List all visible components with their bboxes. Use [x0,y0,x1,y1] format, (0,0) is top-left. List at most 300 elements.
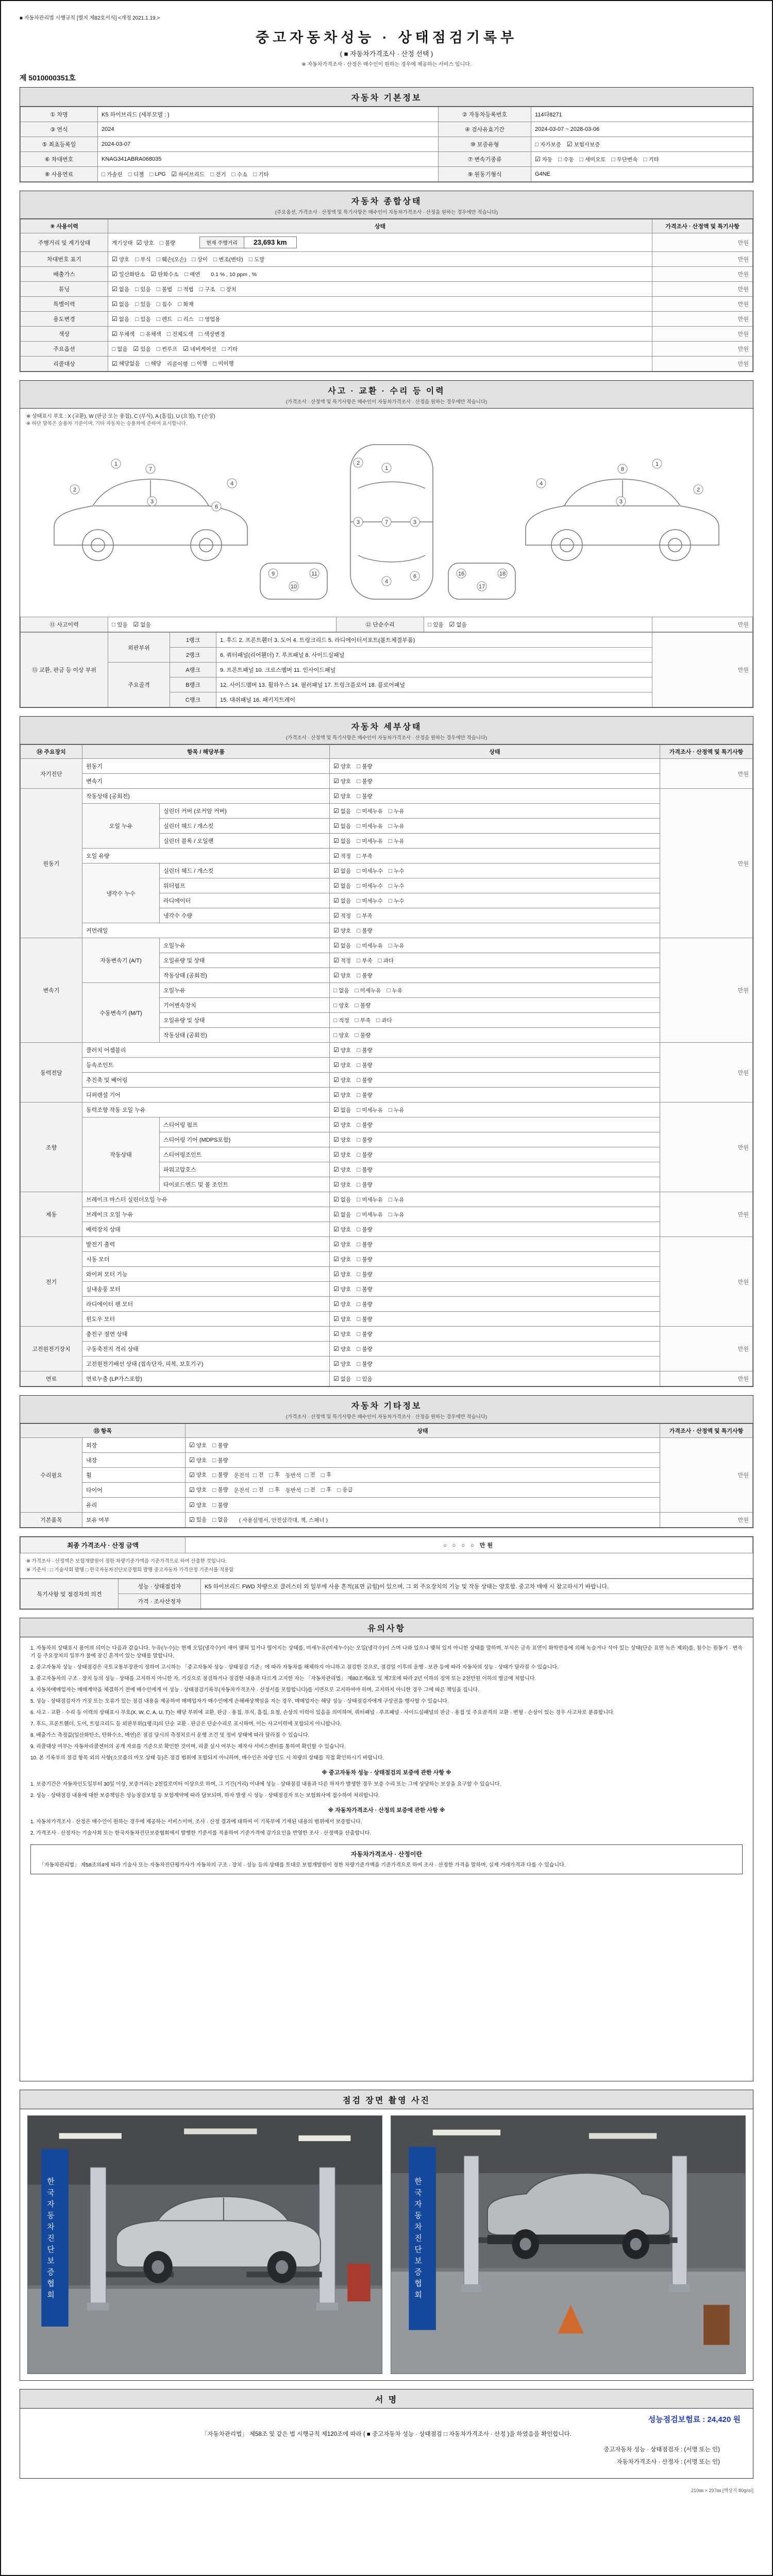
checkbox-option[interactable] [389,882,405,890]
device-item-label: 발전기 출력 [82,1237,330,1252]
checkbox-option[interactable] [137,239,154,247]
checkbox-icon: ☑ [333,1076,339,1083]
checkbox-option[interactable] [112,360,140,367]
checkbox-option[interactable] [192,256,208,263]
option-group-label: 운전석 [233,1487,250,1494]
checkbox-icon: □ [357,777,361,785]
checkbox-option[interactable] [321,1471,331,1479]
checkbox-label: 기타 [648,156,659,163]
checkbox-option[interactable] [333,867,351,875]
final-note-line: ※ 가격조사 · 산정액은 보험개발원이 정한 차량기준가액을 기준가격으로 하여 산출한 것입니다. [26,1558,227,1564]
checkbox-option[interactable] [333,1061,351,1069]
checkbox-icon: □ [184,270,189,278]
checkbox-option[interactable] [357,1360,373,1368]
checkbox-option[interactable] [178,300,194,308]
checkbox-icon: ☑ [112,330,117,337]
state-cell [330,1282,660,1297]
checkbox-label: 장치 [226,286,237,293]
checkbox-option[interactable] [149,171,165,178]
checkbox-icon: □ [337,1486,341,1494]
checkbox-label: 미세누수 [362,897,383,904]
checkbox-option[interactable] [357,1285,373,1293]
checkbox-icon: □ [355,1002,359,1009]
checkbox-option[interactable] [333,792,351,800]
checkbox-option[interactable] [357,1270,373,1278]
checkbox-icon: □ [231,171,236,178]
checkbox-option[interactable] [112,285,129,293]
checkbox-option[interactable] [357,897,383,905]
checkbox-option[interactable] [357,882,383,890]
state-cell [108,233,652,252]
device-item-label: 브레이크 오일 누유 [82,1207,330,1222]
checkbox-icon: □ [156,285,160,293]
checkbox-option[interactable] [157,285,173,293]
checkbox-option[interactable] [389,1106,405,1114]
svg-text:2: 2 [696,487,700,493]
association-banner-text: 한국자동차진단보증협회 [46,2177,55,2302]
table-row [21,1579,753,1594]
checkbox-option[interactable] [112,315,129,323]
checkbox-option[interactable] [157,315,173,323]
checkbox-option[interactable] [357,1091,373,1099]
checkbox-option[interactable] [355,987,381,994]
checkbox-option[interactable] [333,987,349,994]
checkbox-option[interactable] [333,1196,351,1204]
checkbox-label: 양호 [340,1047,351,1054]
checkbox-option[interactable] [333,1360,351,1368]
checkbox-icon: □ [388,882,393,889]
checkbox-option[interactable] [253,1471,263,1479]
section-notices-header [20,1618,753,1637]
checkbox-option[interactable] [357,807,383,815]
checkbox-option[interactable] [135,285,151,293]
checkbox-option[interactable] [305,1486,315,1494]
state-cell [330,923,660,938]
checkbox-option[interactable] [212,1486,228,1494]
price-cell: 만원 [660,1043,753,1103]
checkbox-option[interactable] [133,345,151,353]
checkbox-option[interactable] [357,762,373,770]
checkbox-option[interactable] [357,1121,373,1129]
checkbox-option[interactable] [189,1471,207,1479]
checkbox-option[interactable] [357,1151,373,1159]
checkbox-option[interactable] [112,330,135,338]
checkbox-option[interactable] [378,957,394,964]
checkbox-option[interactable] [357,852,373,860]
notices-body [20,1637,753,1883]
checkbox-option[interactable] [535,141,561,148]
checkbox-option[interactable] [269,1486,279,1494]
checkbox-option[interactable] [333,777,351,785]
checkbox-option[interactable] [611,156,637,163]
checkbox-option[interactable] [145,360,161,367]
checkbox-label: 없음 [119,316,130,323]
checkbox-label: 전 [258,1472,264,1479]
checkbox-option[interactable] [333,897,351,905]
checkbox-label: 양호 [339,1032,349,1039]
checkbox-option[interactable] [333,1285,351,1293]
checkbox-option[interactable] [189,1516,207,1523]
checkbox-label: 누수 [394,883,405,889]
state-cell [330,1327,660,1342]
svg-text:10: 10 [290,584,297,590]
checkbox-icon: ☑ [333,1270,339,1278]
checkbox-label: 양호 [340,1256,351,1263]
checkbox-option[interactable] [333,1016,349,1024]
state-cell [330,1312,660,1327]
checkbox-option[interactable] [333,1166,351,1174]
device-group-label: 기본품목 [21,1513,82,1528]
checkbox-label: 양호 [340,1062,351,1069]
checkbox-option[interactable] [357,822,383,830]
price-cell: 만원 [652,617,753,632]
checkbox-option[interactable] [112,300,129,308]
checkbox-label: 누수 [394,897,405,904]
checkbox-option[interactable] [333,1181,351,1189]
checkbox-option[interactable] [389,837,405,845]
checkbox-option[interactable] [357,837,383,845]
device-row [21,774,753,789]
checkbox-icon: □ [388,837,393,844]
checkbox-option[interactable] [449,621,467,629]
checkbox-option[interactable] [333,1076,351,1084]
checkbox-option[interactable] [135,300,151,308]
checkbox-option[interactable] [357,792,373,800]
checkbox-option[interactable] [253,171,269,178]
checkbox-option[interactable] [333,927,351,935]
checkbox-option[interactable] [357,1106,383,1114]
state-cell [108,282,652,297]
checkbox-option[interactable] [232,171,248,178]
checkbox-option[interactable] [357,1226,373,1233]
checkbox-icon: ☑ [333,822,339,829]
checkbox-option[interactable] [389,867,405,875]
checkbox-label: 불량 [362,1077,373,1083]
checkbox-option[interactable] [189,1456,207,1464]
checkbox-option[interactable] [355,1002,371,1009]
checkbox-label: 없음 [140,621,151,628]
checkbox-option[interactable] [212,1442,228,1449]
checkbox-option[interactable] [333,957,351,964]
checkbox-label: 리스 [183,316,194,323]
checkbox-option[interactable] [157,345,178,353]
checkbox-icon: □ [156,256,160,263]
checkbox-option[interactable] [580,156,606,163]
checkbox-option[interactable] [199,330,225,338]
device-item-label: 추진축 및 베어링 [82,1073,330,1088]
checkbox-option[interactable] [321,1486,331,1494]
checkbox-option[interactable] [357,912,373,920]
checkbox-option[interactable] [567,141,600,148]
checkbox-option[interactable] [199,285,215,293]
appraisal-subsection-title: ※ 자동차가격조사 · 산정의 보증에 관한 사항 ※ [328,1807,445,1814]
checkbox-option[interactable] [212,1456,228,1464]
checkbox-option[interactable] [558,156,574,163]
checkbox-option[interactable] [535,156,552,163]
state-cell [330,1103,660,1117]
table-row [21,617,753,632]
checkbox-option[interactable] [135,256,151,263]
checkbox-option[interactable] [337,1486,353,1494]
checkbox-label: 양호 [340,1166,351,1173]
checkbox-option[interactable] [333,1270,351,1278]
device-row [21,1043,753,1058]
checkbox-option[interactable] [189,1486,207,1494]
inspector-opinion-table [20,1579,753,1609]
device-subgroup-label: 오일 누유 [82,804,160,849]
checkbox-option[interactable] [357,1315,373,1323]
checkbox-option[interactable] [183,345,216,353]
checkbox-option[interactable] [140,330,161,338]
checkbox-option[interactable] [357,942,383,950]
checkbox-icon: □ [212,1501,216,1509]
checkbox-option[interactable] [357,927,373,935]
checkbox-option[interactable] [199,315,221,323]
checkbox-option[interactable] [355,1016,371,1024]
notice-item: 1. 자동차가격조사 · 산정은 매수인이 원하는 경우에 제공하는 서비스이며, 조사 · 산정 결과에 대하여 이 기록부에 기재된 내용의 범위에서 보증합니다. [30,1819,362,1825]
checkbox-option[interactable] [212,1501,228,1509]
device-row [21,1483,753,1498]
checkbox-option[interactable] [357,1181,373,1189]
table-header-row [21,1424,753,1438]
checkbox-option[interactable] [128,171,144,178]
device-row [21,1267,753,1282]
device-row [21,1312,753,1327]
checkbox-option[interactable] [355,1031,371,1039]
checkbox-icon: ☑ [136,239,142,246]
checkbox-option[interactable] [305,1471,315,1479]
checkbox-icon: □ [140,330,144,337]
inspection-period-value: 2024-03-07 ~ 2028-03-06 [531,122,753,137]
section-photos-title: 점검 장면 촬영 사진 [343,2096,430,2105]
checkbox-option[interactable] [157,256,187,263]
checkbox-icon: ☑ [171,171,177,178]
checkbox-option[interactable] [389,822,405,830]
checkbox-option[interactable] [178,285,194,293]
device-row [21,1357,753,1371]
checkbox-option[interactable] [184,270,200,278]
checkbox-option[interactable] [389,1196,405,1204]
checkbox-option[interactable] [333,837,351,845]
checkbox-label: 미세누유 [362,1211,383,1218]
checkbox-label: 불량 [362,927,373,934]
checkbox-option[interactable] [333,762,351,770]
odometer-label: 현재 주행거리 [200,237,244,248]
notices-list [30,1645,743,1762]
checkbox-option[interactable] [357,1330,373,1338]
state-cell [330,849,660,863]
checkbox-option[interactable] [389,942,405,950]
checkbox-option[interactable] [112,621,128,629]
checkbox-option[interactable] [357,1166,373,1174]
checkbox-option[interactable] [189,1501,207,1509]
checkbox-label: 불량 [362,763,373,770]
checkbox-option[interactable] [112,270,145,278]
confirmation-statement: 「자동차관리법」 제58조 및 같은 법 시행규칙 제120조에 따라 ( ■ 중고자동차 성능 · 상태점검 □ 자동차가격조사 · 산정 )을 하였음을 확인합니다. [201,2431,572,2437]
checkbox-option[interactable] [357,1375,373,1383]
device-row [21,1282,753,1297]
state-cell [330,1192,660,1207]
checkbox-option[interactable] [333,1136,351,1144]
vehicle-diagram-area [20,430,753,617]
field-label: ④ 검사유효기간 [439,122,531,137]
device-item-label: 시동 모터 [82,1252,330,1267]
notice-item: 8. 배출가스 측정값(일산화탄소, 탄화수소, 매연)은 점검 당시의 측정치로서 운행 조건 및 정비 상태에 따라 달라질 수 있습니다. [30,1733,310,1738]
checkbox-label: 후 [326,1487,332,1494]
checkbox-option[interactable] [357,972,373,979]
checkbox-option[interactable] [428,621,444,629]
checkbox-icon: ☑ [333,1091,339,1098]
checkbox-option[interactable] [269,1471,279,1479]
state-cell [330,998,660,1013]
checkbox-option[interactable] [357,777,373,785]
checkbox-option[interactable] [357,1196,383,1204]
checkbox-option[interactable] [333,912,351,920]
checkbox-option[interactable] [357,1076,373,1084]
checkbox-option[interactable] [212,1516,228,1523]
checkbox-option[interactable] [643,156,659,163]
checkbox-label: 양호 [340,1346,351,1352]
checkbox-option[interactable] [221,285,237,293]
checkbox-option[interactable] [160,239,176,247]
checkbox-option[interactable] [357,1241,373,1248]
checkbox-label: 전기 [215,171,226,178]
checkbox-option[interactable] [357,1300,373,1308]
checkbox-option[interactable] [135,315,151,323]
checkbox-option[interactable] [222,345,238,353]
checkbox-option[interactable] [333,1300,351,1308]
checkbox-option[interactable] [333,1046,351,1054]
checkbox-option[interactable] [102,171,123,178]
section-overall-condition [20,191,753,372]
checkbox-label: 부족 [362,853,373,859]
checkbox-option[interactable] [333,1256,351,1263]
checkbox-option[interactable] [333,1211,351,1218]
checkbox-label: 불량 [217,1472,228,1479]
checkbox-option[interactable] [333,1241,351,1248]
checkbox-label: 가솔린 [107,171,123,178]
checkbox-option[interactable] [213,360,234,367]
checkbox-icon: □ [378,957,382,964]
option-group-label: 동반석 [285,1487,301,1494]
checkbox-option[interactable] [253,1486,263,1494]
checkbox-option[interactable] [178,315,194,323]
checkbox-icon: ☑ [333,792,339,800]
checkbox-option[interactable] [150,270,178,278]
checkbox-icon: □ [357,1046,361,1054]
device-item-label: 실내송풍 모터 [82,1282,330,1297]
checkbox-option[interactable] [333,1091,351,1099]
checkbox-option[interactable] [112,256,129,263]
device-item-label: 커먼레일 [82,923,330,938]
device-item-label: 타이로드엔드 및 볼 조인트 [160,1177,330,1192]
checkbox-option[interactable] [333,1345,351,1353]
checkbox-option[interactable] [157,300,173,308]
checkbox-option[interactable] [249,256,265,263]
checkbox-label: 있음 [140,316,151,323]
opinion-title: 특기사항 및 점검자의 의견 [21,1579,119,1609]
section-accident-note: (가격조사 · 산정액 및 특기사항은 매수인이 자동차가격조사 · 산정을 원하는 경우에만 적습니다) [285,399,488,405]
device-item-label: 연료누출 (LP가스포함) [82,1371,330,1386]
checkbox-option[interactable] [212,1471,228,1479]
checkbox-option[interactable] [357,1136,373,1144]
checkbox-option[interactable] [357,1061,373,1069]
checkbox-option[interactable] [389,1211,405,1218]
checkbox-icon: □ [357,1360,361,1367]
device-row [21,1513,753,1528]
checkbox-option[interactable] [333,1106,351,1114]
checkbox-option[interactable] [357,1345,373,1353]
notice-item: 4. 자동차매매업자는 매매계약을 체결하기 전에 매수인에게 이 성능 · 상태점검기록부(자동차가격조사 · 산정서를 포함합니다)를 서면으로 고지하여야 하며, 고지하지 아니한 경우 그에 따른 책임을 집니다. [30,1687,479,1693]
checkbox-icon: □ [386,987,391,994]
checkbox-label: 없음 [217,1517,228,1523]
checkbox-option[interactable] [389,807,405,815]
checkbox-option[interactable] [333,1151,351,1159]
checkbox-option[interactable] [357,1046,373,1054]
checkbox-option[interactable] [213,256,243,263]
odometer-value: 23,693 km [253,239,287,246]
opinion-author-label: 성능 · 상태점검자 [119,1579,201,1594]
checkbox-option[interactable] [357,957,373,964]
checkbox-option[interactable] [189,1442,207,1449]
checkbox-option[interactable] [386,987,402,994]
checkbox-option[interactable] [210,171,226,178]
checkbox-option[interactable] [389,897,405,905]
device-row [21,849,753,863]
checkbox-option[interactable] [191,360,207,367]
device-item-label: 외장 [82,1438,186,1453]
checkbox-option[interactable] [357,1256,373,1263]
checkbox-icon: □ [305,1486,309,1494]
checkbox-option[interactable] [357,1211,383,1218]
checkbox-option[interactable] [333,1002,349,1009]
checkbox-label: 불량 [360,1002,371,1009]
checkbox-label: 불량 [362,1137,373,1143]
checkbox-option[interactable] [333,852,351,860]
section-photos [20,2090,753,2381]
checkbox-label: 양호 [340,1316,351,1323]
device-row [21,1453,753,1468]
checkbox-option[interactable] [333,1031,349,1039]
checkbox-option[interactable] [333,972,351,979]
checkbox-option[interactable] [333,1315,351,1323]
checkbox-icon: □ [212,1471,216,1479]
checkbox-icon: □ [333,1016,338,1024]
checkbox-option[interactable] [376,1016,392,1024]
checkbox-option[interactable] [333,1121,351,1129]
checkbox-icon: □ [357,1330,361,1337]
state-cell [330,1058,660,1073]
checkbox-option[interactable] [333,1330,351,1338]
checkbox-option[interactable] [333,882,351,890]
checkbox-option[interactable] [333,807,351,815]
checkbox-option[interactable] [172,171,205,178]
checkbox-option[interactable] [357,867,383,875]
checkbox-icon: □ [149,171,154,178]
checkbox-option[interactable] [333,1226,351,1233]
checkbox-option[interactable] [333,822,351,830]
checkbox-icon: ☑ [183,345,189,352]
checkbox-option[interactable] [112,345,128,353]
field-label: ③ 연식 [21,122,98,137]
svg-text:1: 1 [384,465,389,471]
checkbox-option[interactable] [333,1375,351,1383]
checkbox-label: 양호 [340,778,351,785]
checkbox-option[interactable] [333,942,351,950]
checkbox-option[interactable] [167,330,193,338]
device-row [21,1207,753,1222]
checkbox-option[interactable] [133,621,151,629]
